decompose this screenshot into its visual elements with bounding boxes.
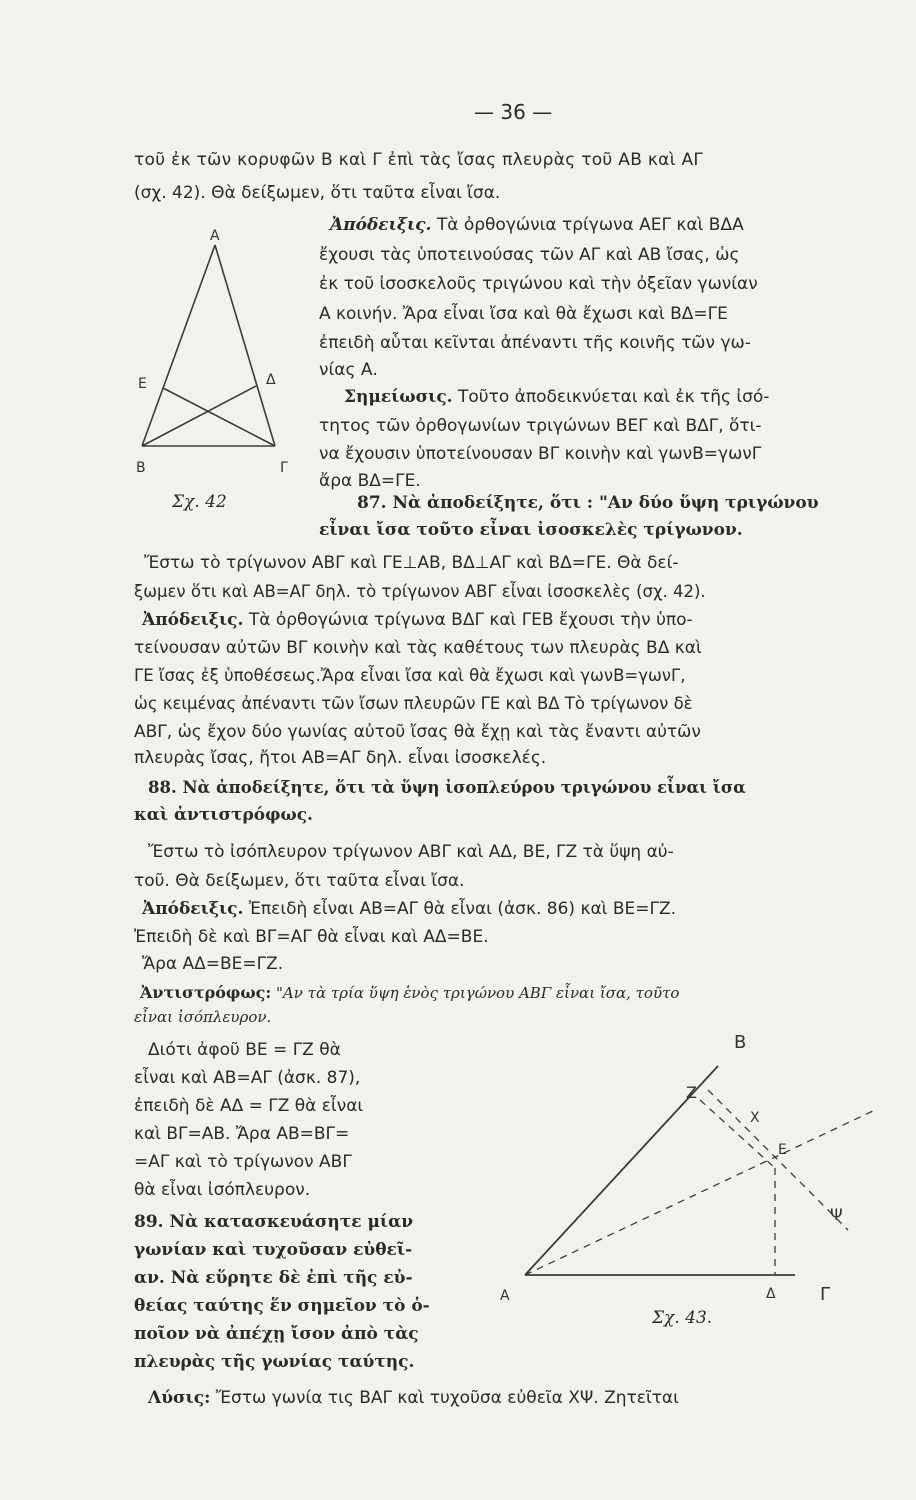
exercise-87-title: εἶναι ἴσα τοῦτο εἶναι ἰσοσκελὲς τρίγωνον. bbox=[319, 520, 743, 540]
proof-label: Ἀπόδειξις. bbox=[142, 610, 244, 630]
text-line: Ἄρα ΑΔ=ΒΕ=ΓΖ. bbox=[142, 954, 284, 974]
text-line: =ΑΓ καὶ τὸ τρίγωνον ΑΒΓ bbox=[134, 1152, 352, 1172]
fig43-label-a: Α bbox=[500, 1288, 510, 1300]
exercise-89-title: θείας ταύτης ἕν σημεῖον τὸ ὁ- bbox=[134, 1296, 430, 1316]
fig42-label-d: Δ bbox=[266, 372, 276, 388]
text-line: τοῦ. Θὰ δείξωμεν, ὅτι ταῦτα εἶναι ἴσα. bbox=[134, 871, 465, 891]
fig42-label-g: Γ bbox=[280, 460, 288, 476]
fig43-bisector bbox=[525, 1110, 875, 1275]
text-line: "Αν τὰ τρία ὕψη ἑνὸς τριγώνου ΑΒΓ εἶναι ἴσα, τοῦτο bbox=[271, 984, 680, 1002]
exercise-89-title: ποῖον νὰ ἀπέχῃ ἴσον ἀπὸ τὰς bbox=[134, 1324, 419, 1344]
text-line: εἶναι ἰσόπλευρον. bbox=[134, 1008, 272, 1026]
text-line: Ἐπειδὴ δὲ καὶ ΒΓ=ΑΓ θὰ εἶναι καὶ ΑΔ=ΒΕ. bbox=[134, 927, 489, 947]
text-line: εἶναι καὶ ΑΒ=ΑΓ (ἀσκ. 87), bbox=[134, 1068, 361, 1088]
exercise-89-title: αν. Νὰ εὕρητε δὲ ἐπὶ τῆς εὐ- bbox=[134, 1268, 413, 1288]
text-line: ἐπειδὴ αὗται κεῖνται ἀπέναντι τῆς κοινῆς τῶν γω- bbox=[319, 333, 751, 353]
fig42-label-e: Ε bbox=[138, 376, 147, 392]
text-line: καὶ ΒΓ=ΑΒ. Ἄρα ΑΒ=ΒΓ= bbox=[134, 1124, 350, 1144]
fig42-altitude-ge bbox=[163, 388, 275, 446]
exercise-88-title: καὶ ἀντιστρόφως. bbox=[134, 805, 313, 825]
text-line: ΓΕ ἴσας ἐξ ὑποθέσεως.Ἄρα εἶναι ἴσα καὶ θὰ ἔχωσι καὶ γωνΒ=γωνΓ, bbox=[134, 666, 686, 685]
fig42-caption: Σχ. 42 bbox=[172, 492, 227, 512]
exercise-89-title: 89. Νὰ κατασκευάσητε μίαν bbox=[134, 1212, 413, 1232]
fig42-side-ag bbox=[215, 245, 275, 446]
fig42-label-a: Α bbox=[210, 228, 220, 244]
proof-label: Ἀπόδειξις. bbox=[142, 899, 244, 919]
fig42-label-b: Β bbox=[136, 460, 146, 476]
text-line: ἐκ τοῦ ἰσοσκελοῦς τριγώνου καὶ τὴν ὀξεῖαν γωνίαν bbox=[319, 274, 758, 294]
solution-label: Λύσις: bbox=[148, 1388, 211, 1408]
fig43-label-g: Γ bbox=[820, 1284, 831, 1300]
text-line: Ἐπειδὴ εἶναι ΑΒ=ΑΓ θὰ εἶναι (ἀσκ. 86) καὶ ΒΕ=ΓΖ. bbox=[243, 899, 676, 919]
text-line: τοῦ ἐκ τῶν κορυφῶν Β καὶ Γ ἐπὶ τὰς ἴσας πλευρὰς τοῦ ΑΒ καὶ ΑΓ bbox=[134, 150, 704, 170]
text-line: πλευρὰς ἴσας, ἤτοι ΑΒ=ΑΓ δηλ. εἶναι ἰσοσκελές. bbox=[134, 748, 547, 768]
page-number: — 36 — bbox=[474, 100, 553, 124]
fig43-perp-ez bbox=[700, 1100, 775, 1168]
text-line: Α κοινήν. Ἄρα εἶναι ἴσα καὶ θὰ ἔχωσι καὶ ΒΔ=ΓΕ bbox=[319, 304, 728, 324]
exercise-89-title: γωνίαν καὶ τυχοῦσαν εὐθεῖ- bbox=[134, 1240, 413, 1260]
fig43-label-b: Β bbox=[734, 1032, 747, 1053]
text-line: τητος τῶν ὀρθογωνίων τριγώνων ΒΕΓ καὶ ΒΔΓ, ὅτι- bbox=[319, 416, 762, 436]
text-line: Τοῦτο ἀποδεικνύεται καὶ ἐκ τῆς ἰσό- bbox=[452, 387, 770, 407]
note-label: Σημείωσις. bbox=[344, 387, 453, 407]
fig43-label-x: Χ bbox=[750, 1110, 760, 1126]
fig43-label-d: Δ bbox=[766, 1286, 776, 1300]
text-line: (σχ. 42). Θὰ δείξωμεν, ὅτι ταῦτα εἶναι ἴσα. bbox=[134, 183, 501, 203]
text-line: ὡς κειμένας ἀπέναντι τῶν ἴσων πλευρῶν ΓΕ καὶ ΒΔ Τὸ τρίγωνον δὲ bbox=[134, 694, 693, 713]
fig43-label-z: Ζ bbox=[686, 1083, 697, 1102]
text-line: ἐπειδὴ δὲ ΑΔ = ΓΖ θὰ εἶναι bbox=[134, 1096, 364, 1116]
fig43-line-xpsi bbox=[708, 1090, 848, 1230]
text-line: Τὰ ὀρθογώνια τρίγωνα ΑΕΓ καὶ ΒΔΑ bbox=[431, 215, 744, 235]
figure-43 bbox=[490, 1020, 890, 1300]
text-line: Ἔστω τὸ τρίγωνον ΑΒΓ καὶ ΓΕ⊥ΑΒ, ΒΔ⊥ΑΓ καὶ ΒΔ=ΓΕ. Θὰ δεί- bbox=[144, 553, 679, 573]
fig42-altitude-bd bbox=[142, 386, 256, 446]
converse-label: Ἀντιστρόφως: bbox=[140, 983, 272, 1002]
exercise-89-title: πλευρὰς τῆς γωνίας ταύτης. bbox=[134, 1352, 415, 1372]
text-line: ξωμεν ὅτι καὶ ΑΒ=ΑΓ δηλ. τὸ τρίγωνον ΑΒΓ εἶναι ἰσοσκελὲς (σχ. 42). bbox=[134, 582, 706, 601]
text-line: τείνουσαν αὐτῶν ΒΓ κοινὴν καὶ τὰς καθέτους των πλευρὰς ΒΔ καὶ bbox=[134, 638, 702, 658]
exercise-88-title: 88. Νὰ ἀποδείξητε, ὅτι τὰ ὕψη ἰσοπλεύρου τριγώνου εἶναι ἴσα bbox=[148, 778, 746, 797]
fig43-caption: Σχ. 43. bbox=[652, 1308, 713, 1328]
text-line: Διότι ἀφοῦ ΒΕ = ΓΖ θὰ bbox=[148, 1040, 341, 1060]
figure-42 bbox=[130, 210, 300, 500]
text-line: Τὰ ὀρθογώνια τρίγωνα ΒΔΓ καὶ ΓΕΒ ἔχουσι τὴν ὑπο- bbox=[243, 610, 693, 630]
text-line: ἄρα ΒΔ=ΓΕ. bbox=[319, 471, 421, 491]
text-line: ἔχουσι τὰς ὑποτεινούσας τῶν ΑΓ καὶ ΑΒ ἴσας, ὡς bbox=[319, 245, 740, 265]
text-line: Ἔστω γωνία τις ΒΑΓ καὶ τυχοῦσα εὐθεῖα ΧΨ. Ζητεῖται bbox=[210, 1388, 679, 1408]
text-line: θὰ εἶναι ἰσόπλευρον. bbox=[134, 1180, 311, 1200]
fig42-side-ab bbox=[142, 245, 215, 446]
fig43-label-e: Ε bbox=[778, 1142, 787, 1158]
fig43-label-psi: Ψ bbox=[830, 1205, 843, 1224]
exercise-87-title: 87. Νὰ ἀποδείξητε, ὅτι : "Αν δύο ὕψη τριγώνου bbox=[357, 493, 819, 513]
text-line: νίας Α. bbox=[319, 360, 378, 380]
text-line: Ἔστω τὸ ἰσόπλευρον τρίγωνον ΑΒΓ καὶ ΑΔ, ΒΕ, ΓΖ τὰ ὕψη αὐ- bbox=[148, 842, 674, 862]
proof-label: Ἀπόδειξις. bbox=[330, 215, 432, 235]
text-line: να ἔχουσιν ὑποτείνουσαν ΒΓ κοινὴν καὶ γωνΒ=γωνΓ bbox=[319, 444, 762, 464]
text-line: ΑΒΓ, ὡς ἔχον δύο γωνίας αὐτοῦ ἴσας θὰ ἔχῃ καὶ τὰς ἔναντι αὐτῶν bbox=[134, 722, 701, 742]
